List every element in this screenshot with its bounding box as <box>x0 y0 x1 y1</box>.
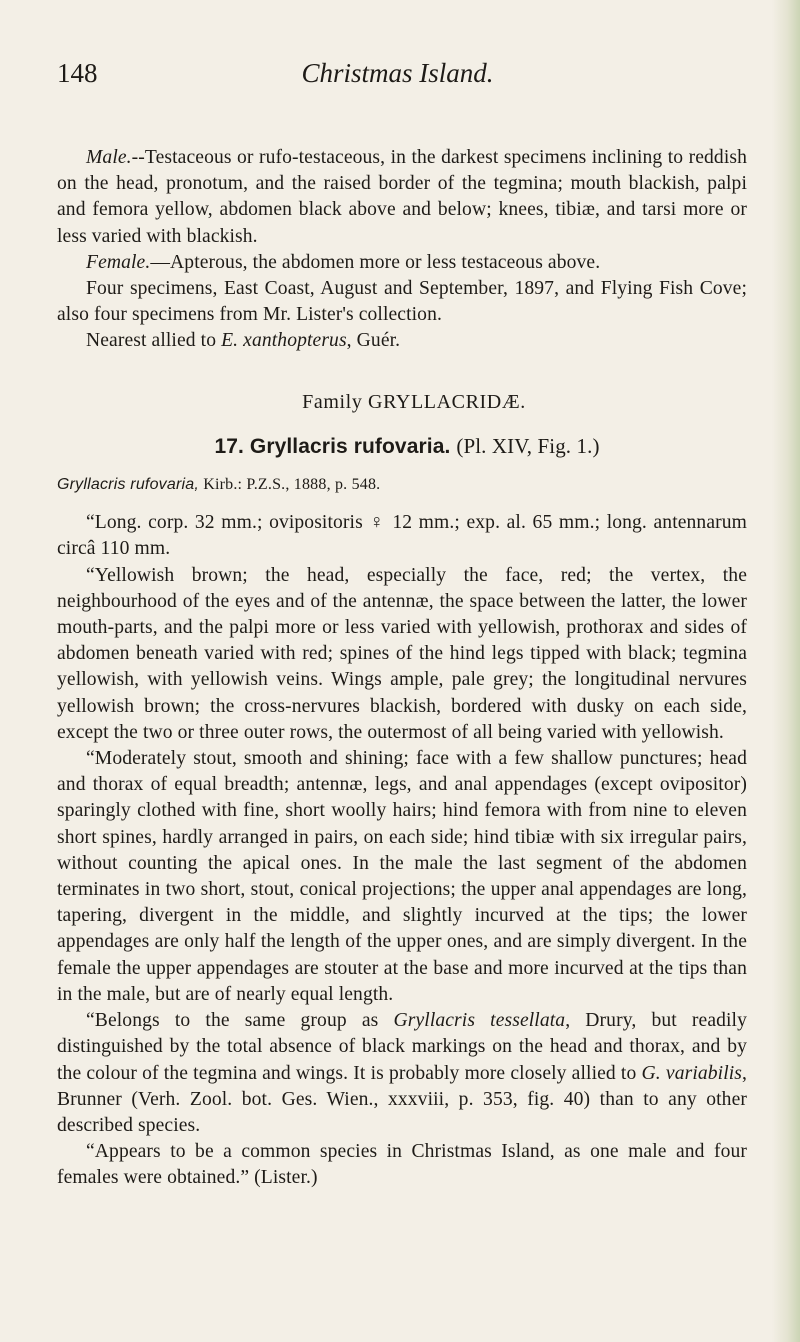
citation-ref: Kirb.: P.Z.S., 1888, p. 548. <box>199 476 381 494</box>
description-paragraph-2: “Moderately stout, smooth and shining; face with a few shallow punctures; head and thorax of equal breadth; antennæ, legs, and anal appendages (except ovipositor) sparingly clothed with fine, short woolly hairs; hind femora with from nine to eleven short spines, hardly arranged in pairs, on each side; hind tibiæ with six irregular pairs, without counting the apical ones. In the male the last segment of the abdomen terminates in two short, stout, conical projections; the upper anal appendages are long, tapering, divergent in the middle, and slightly incurved at the tips; the lower appendages are only half the length of the upper ones, and are simply divergent. In the female the upper appendages are stouter at the base and more incurved at the tips than in the male, but are of nearly equal length. <box>57 748 747 1005</box>
description-paragraph-1: “Yellowish brown; the head, especially the face, red; the vertex, the neighbourhood of the eyes and of the antennæ, the space between the latter, the lower mouth-parts, and the palpi more or less varied with yellowish, prothorax and sides of abdomen beneath varied with red; spines of the hind legs tipped with black; tegmina yellowish, with yellowish veins. Wings ample, pale grey; the longitudinal nervures yellowish brown; the cross-nervures blackish, bordered with dusky on each side, except the two or three outer rows, the outermost of all being varied with yellowish. <box>57 564 747 743</box>
nearest-paragraph <box>57 328 747 354</box>
belongs-text-2: , Drury, but readily distinguished by the total absence of black markings on the head and thorax, and by the colour of the tegmina and wings. It is probably more closely allied to <box>57 1010 747 1084</box>
measurements-paragraph: “Long. corp. 32 mm.; ovipositoris ♀ 12 mm.; exp. al. 65 mm.; long. antennarum circâ 110 mm. <box>57 512 747 560</box>
page-edge-shadow <box>772 0 800 1342</box>
species-heading <box>57 433 747 460</box>
belongs-species-1: Gryllacris tessellata <box>393 1010 566 1032</box>
belongs-text-1: “Belongs to the same group as <box>86 1010 394 1032</box>
species-number-name: 17. Gryllacris rufovaria. <box>214 434 451 458</box>
male-label: Male. <box>86 147 132 168</box>
appears-paragraph: “Appears to be a common species in Christmas Island, as one male and four females were obtained.” (Lister.) <box>57 1141 747 1189</box>
plate-reference: (Pl. XIV, Fig. 1.) <box>456 433 600 458</box>
specimens-paragraph: Four specimens, East Coast, August and September, 1897, and Flying Fish Cove; also four specimens from Mr. Lister's collection. <box>57 278 747 326</box>
male-text: --Testaceous or rufo-testaceous, in the darkest specimens inclining to reddish on the head, pronotum, and the raised border of the tegmina; mouth blackish, palpi and femora yellow, abdomen black above and below; knees, tibiæ, and tarsi more or less varied with blackish. <box>57 147 747 247</box>
female-label: Female. <box>86 251 151 273</box>
nearest-suffix: , Guér. <box>346 330 401 352</box>
belongs-species-2: G. variabilis <box>641 1062 743 1084</box>
page-header <box>57 58 738 98</box>
belongs-text-3: , Brunner (Verh. Zool. bot. Ges. Wien., xxxviii, p. 353, fig. 40) than to any other described species. <box>57 1062 748 1136</box>
nearest-prefix: Nearest allied to <box>86 330 222 352</box>
female-paragraph <box>57 250 747 276</box>
running-title: Christmas Island. <box>301 58 494 88</box>
page-number: 148 <box>57 58 98 88</box>
female-text: —Apterous, the abdomen more or less testaceous above. <box>150 251 601 273</box>
citation-name: Gryllacris rufovaria, <box>57 476 200 494</box>
male-paragraph <box>57 145 747 250</box>
citation <box>57 472 747 498</box>
family-heading: Family GRYLLACRIDÆ. <box>302 390 526 413</box>
nearest-species: E. xanthopterus <box>221 330 347 352</box>
belongs-paragraph <box>57 1008 747 1139</box>
body-text <box>57 145 747 1192</box>
